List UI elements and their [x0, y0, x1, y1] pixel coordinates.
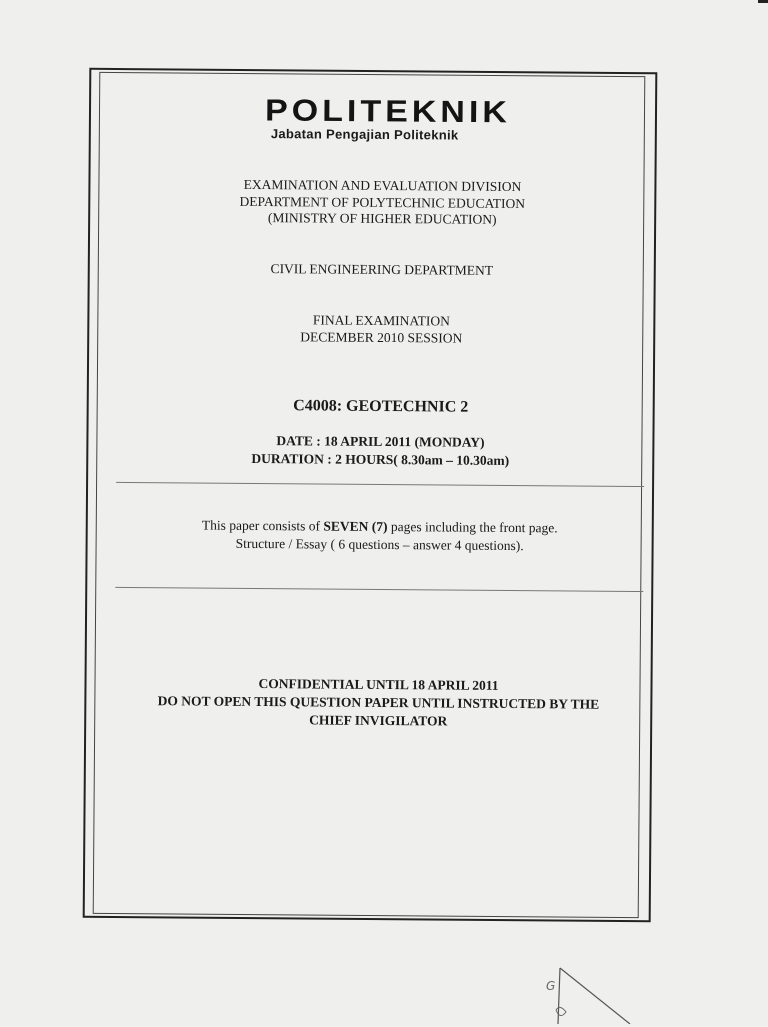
exam-duration: DURATION : 2 HOURS( 8.30am – 10.30am) [251, 450, 510, 468]
paper-info [110, 516, 650, 556]
handwritten-letter: G [546, 979, 556, 993]
do-not-open-warning: DO NOT OPEN THIS QUESTION PAPER UNTIL INSTRUCTED BY THE [157, 693, 600, 712]
logo-subtitle: Jabatan Pengajian Politeknik [270, 126, 459, 143]
course-title: C4008: GEOTECHNIC 2 [293, 397, 469, 416]
exam-schedule [110, 431, 650, 471]
division-line-2: DEPARTMENT OF POLYTECHNIC EDUCATION [239, 193, 526, 211]
division-line-1: EXAMINATION AND EVALUATION DIVISION [243, 176, 522, 195]
exam-type: FINAL EXAMINATION [312, 312, 451, 329]
handwritten-scribble [520, 960, 650, 1024]
exam-session-name: DECEMBER 2010 SESSION [300, 329, 463, 346]
divider-top [116, 482, 644, 487]
division-line-3: (MINISTRY OF HIGHER EDUCATION) [267, 210, 497, 227]
exam-date: DATE : 18 APRIL 2011 (MONDAY) [276, 433, 485, 450]
divider-bottom [115, 587, 643, 592]
department-name: CIVIL ENGINEERING DEPARTMENT [270, 261, 494, 278]
page-count-value: SEVEN (7) [323, 518, 388, 535]
confidential-notice [108, 674, 648, 732]
question-structure: Structure / Essay ( 6 questions – answer 4 questions). [235, 535, 524, 554]
scan-edge-mark [758, 0, 768, 3]
invigilator-line: CHIEF INVIGILATOR [309, 712, 448, 729]
page-count-prefix: This paper consists of [201, 517, 324, 534]
politeknik-logo [264, 93, 512, 143]
confidential-until: CONFIDENTIAL UNTIL 18 APRIL 2011 [258, 676, 499, 693]
logo-wordmark: POLITEKNIK [264, 93, 512, 130]
exam-session [111, 310, 651, 348]
page-count-suffix: pages including the front page. [387, 519, 558, 536]
division-header [112, 176, 652, 230]
